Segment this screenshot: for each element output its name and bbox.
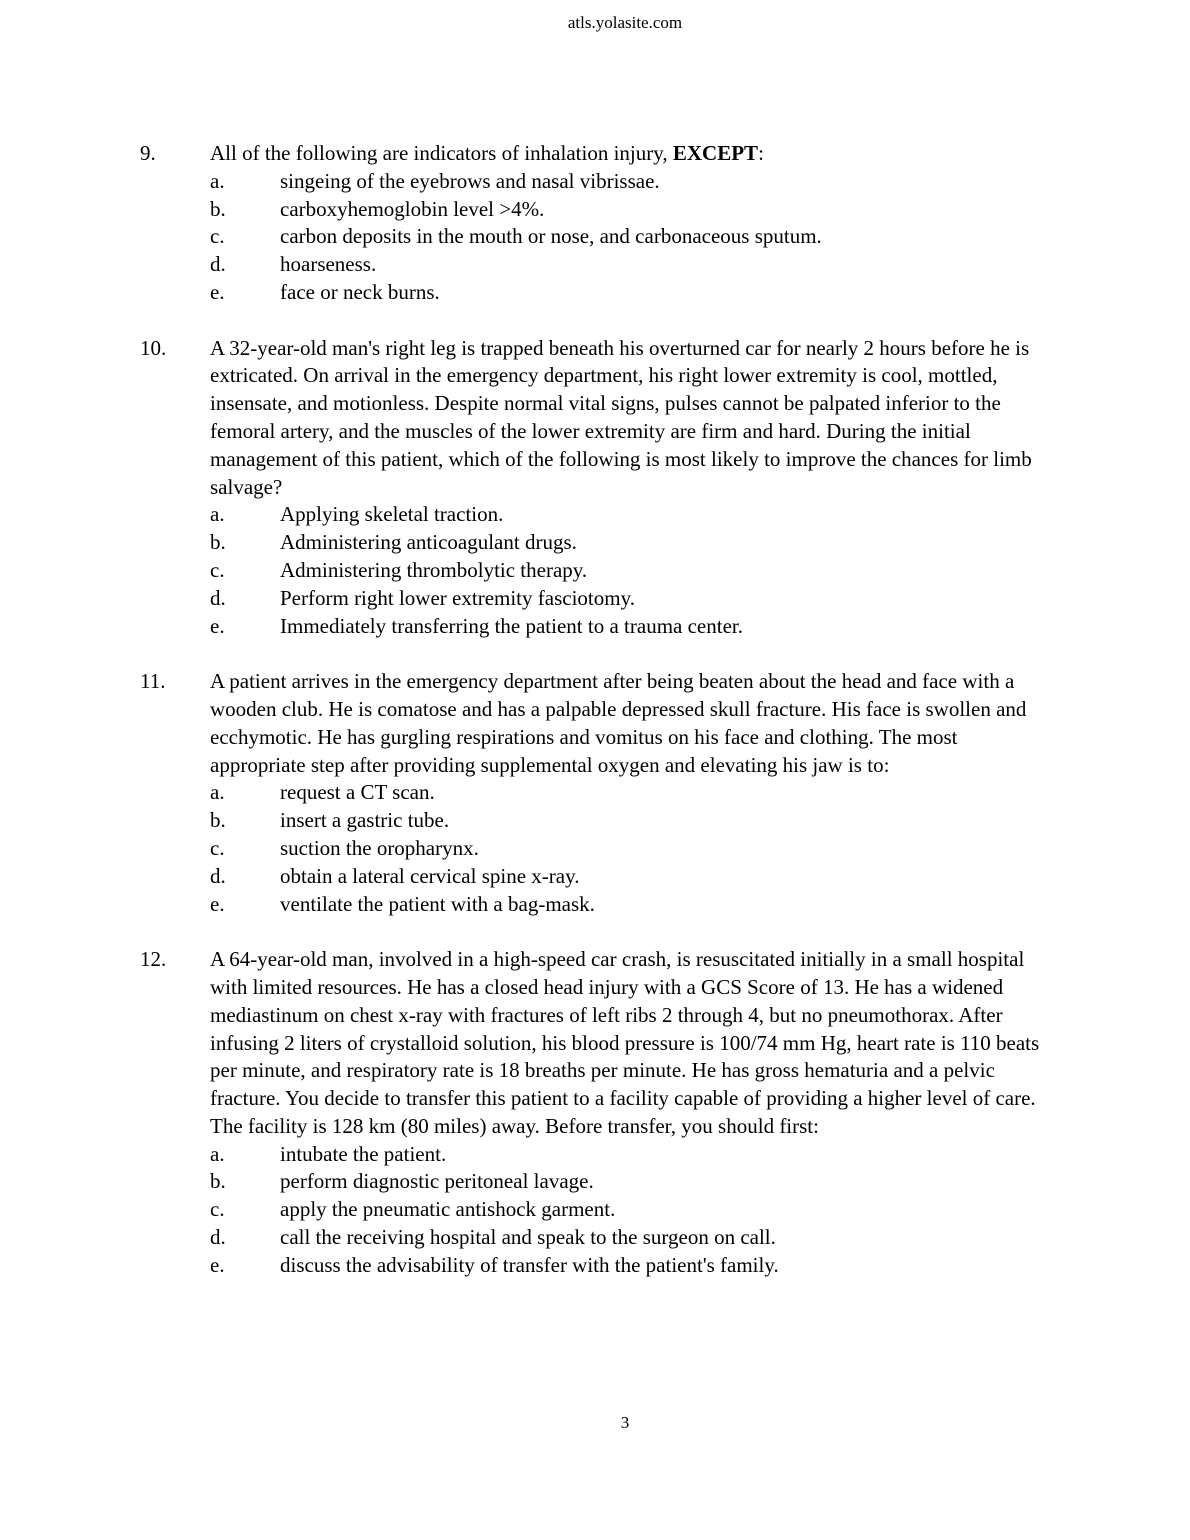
option-text: discuss the advisability of transfer with the patient's family. — [280, 1252, 779, 1277]
question-stem-row — [140, 668, 1050, 779]
option-letter: e. — [210, 279, 225, 304]
question-number: 11. — [140, 669, 166, 694]
option-letter: b. — [210, 530, 226, 555]
option-text: apply the pneumatic antishock garment. — [280, 1197, 616, 1222]
question-list — [140, 140, 1050, 1307]
option-letter: b. — [210, 196, 226, 221]
answer-option-b — [210, 1168, 1050, 1196]
option-text: hoarseness. — [280, 252, 377, 277]
option-text: perform diagnostic peritoneal lavage. — [280, 1169, 594, 1194]
answer-options — [210, 1141, 1050, 1280]
question-stem-row — [140, 335, 1050, 502]
answer-option-a — [210, 779, 1050, 807]
answer-option-d — [210, 1224, 1050, 1252]
question-11 — [140, 668, 1050, 918]
question-10 — [140, 335, 1050, 641]
option-letter: d. — [210, 252, 226, 277]
answer-option-c — [210, 223, 1050, 251]
page-number: 3 — [620, 1413, 630, 1432]
question-stem: A 32-year-old man's right leg is trapped beneath his overturned car for nearly 2 hours before he is extricated. On arrival in the emergency department, his right lower extremity is cool, mottled, insensate, and motionless. Despite normal vital signs, pulses cannot be palpated inferior to the femoral artery, and the muscles of the lower extremity are firm and hard. During the initial management of this patient, which of the following is most likely to improve the chances for limb salvage? — [210, 335, 1032, 499]
question-stem-end: : — [758, 141, 764, 165]
option-text: carbon deposits in the mouth or nose, and carbonaceous sputum. — [280, 224, 822, 249]
answer-options — [210, 168, 1050, 307]
option-letter: e. — [210, 1252, 225, 1277]
option-letter: e. — [210, 891, 225, 916]
option-text: ventilate the patient with a bag-mask. — [280, 891, 595, 916]
option-text: insert a gastric tube. — [280, 808, 450, 833]
option-text: face or neck burns. — [280, 279, 440, 304]
question-number: 10. — [140, 335, 167, 360]
answer-option-b — [210, 807, 1050, 835]
answer-option-e — [210, 279, 1050, 307]
option-text: intubate the patient. — [280, 1141, 447, 1166]
question-12 — [140, 946, 1050, 1280]
answer-option-c — [210, 557, 1050, 585]
answer-option-a — [210, 501, 1050, 529]
option-text: obtain a lateral cervical spine x-ray. — [280, 863, 580, 888]
option-text: carboxyhemoglobin level >4%. — [280, 196, 545, 221]
option-letter: b. — [210, 808, 226, 833]
question-9 — [140, 140, 1050, 307]
option-text: Perform right lower extremity fasciotomy. — [280, 585, 635, 610]
question-stem-row — [140, 140, 1050, 168]
answer-option-e — [210, 1252, 1050, 1280]
option-text: call the receiving hospital and speak to the surgeon on call. — [280, 1225, 776, 1250]
answer-options — [210, 501, 1050, 640]
option-letter: c. — [210, 835, 225, 860]
question-stem: A 64-year-old man, involved in a high-speed car crash, is resuscitated initially in a small hospital with limited resources. He has a closed head injury with a GCS Score of 13. He has a widened mediastinum on chest x-ray with fractures of left ribs 2 through 4, but no pneumothorax. After infusing 2 liters of crystalloid solution, his blood pressure is 100/74 mm Hg, heart rate is 110 beats per minute, and respiratory rate is 18 breaths per minute. He has gross hematuria and a pelvic fracture. You decide to transfer this patient to a facility capable of providing a higher level of care. The facility is 128 km (80 miles) away. Before transfer, you should first: — [210, 947, 1040, 1138]
answer-option-d — [210, 863, 1050, 891]
option-letter: e. — [210, 613, 225, 638]
option-letter: d. — [210, 1225, 226, 1250]
option-letter: a. — [210, 780, 225, 805]
answer-options — [210, 779, 1050, 918]
answer-option-e — [210, 613, 1050, 641]
option-letter: b. — [210, 1169, 226, 1194]
page-header — [0, 12, 1190, 34]
question-emphasis: EXCEPT — [672, 141, 759, 165]
answer-option-d — [210, 251, 1050, 279]
answer-option-b — [210, 529, 1050, 557]
question-number: 12. — [140, 947, 167, 972]
option-text: Applying skeletal traction. — [280, 502, 504, 527]
option-letter: c. — [210, 224, 225, 249]
question-stem: A patient arrives in the emergency department after being beaten about the head and face with a wooden club. He is comatose and has a palpable depressed skull fracture. His face is swollen and ecchymotic. He has gurgling respirations and vomitus on his face and clothing. The most appropriate step after providing supplemental oxygen and elevating his jaw is to: — [210, 669, 1027, 777]
answer-option-a — [210, 168, 1050, 196]
answer-option-a — [210, 1141, 1050, 1169]
question-stem-text: All of the following are indicators of inhalation injury, — [210, 141, 673, 165]
option-letter: a. — [210, 1141, 225, 1166]
answer-option-c — [210, 1196, 1050, 1224]
option-text: Immediately transferring the patient to a trauma center. — [280, 613, 743, 638]
site-url: atls.yolasite.com — [567, 13, 683, 32]
question-stem — [210, 140, 1050, 168]
option-text: Administering anticoagulant drugs. — [280, 530, 577, 555]
page-footer — [0, 1412, 1190, 1434]
option-text: singeing of the eyebrows and nasal vibrissae. — [280, 168, 660, 193]
option-text: suction the oropharynx. — [280, 835, 479, 860]
option-letter: c. — [210, 557, 225, 582]
answer-option-b — [210, 196, 1050, 224]
answer-option-d — [210, 585, 1050, 613]
option-letter: a. — [210, 502, 225, 527]
option-text: Administering thrombolytic therapy. — [280, 557, 588, 582]
option-letter: d. — [210, 863, 226, 888]
question-number: 9. — [140, 141, 156, 165]
option-letter: c. — [210, 1197, 225, 1222]
option-letter: d. — [210, 585, 226, 610]
answer-option-e — [210, 891, 1050, 919]
answer-option-c — [210, 835, 1050, 863]
question-stem-row — [140, 946, 1050, 1141]
option-letter: a. — [210, 168, 225, 193]
option-text: request a CT scan. — [280, 780, 435, 805]
